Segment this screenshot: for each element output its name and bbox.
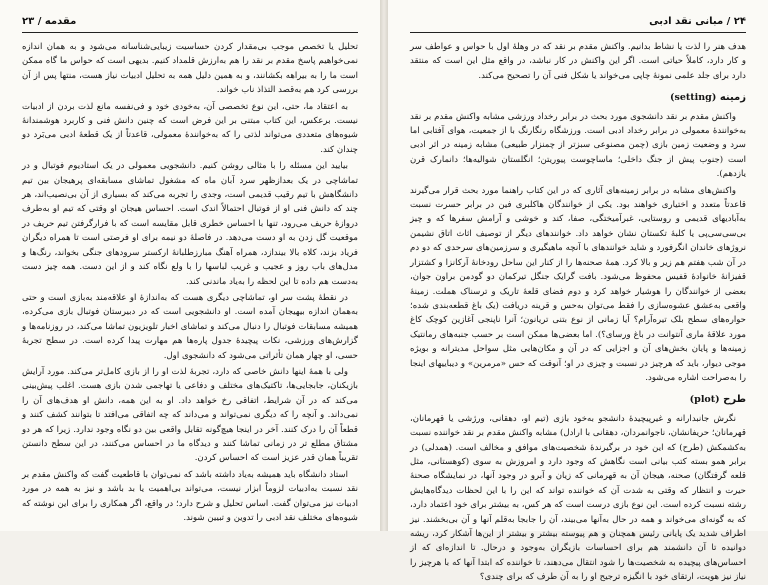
left-paragraph-1: تحلیل یا تخصص موجب بی‌مقدار کردن حساسیت زیبایی‌شناسانه می‌شود و به همان اندازه نمی‌خواهیم پاسخ مقدم بر نقد را هم به‌ارزش قلمداد کنیم. بدیهی است که حواس ما گاه ممکن است ما را به بیراهه بکشانند، و به همین دلیل همه به تحلیل ادبیات نیاز هست، منتها پس از آن بررسی کرد هم به‌قصد التذاذ ناب خواند. bbox=[22, 42, 358, 96]
left-running-head bbox=[22, 10, 358, 33]
plot-heading-text: طرح bbox=[723, 394, 746, 406]
left-page-body bbox=[22, 40, 358, 523]
setting-heading bbox=[410, 91, 746, 105]
left-paragraph-3: بیایید این مسئله را با مثالی روشن کنیم. دانشجویی معمولی در یک استادیوم فوتبال و در تماشاچی در یک بعدازظهر سرد آبان ماه که مشغول تماشای مسابقه‌ای پرهیجان بین تیم دانشگاهش با تیم رقیب قدیمی است، وجدی را تجربه می‌کند که بسیاری از آن بی‌نصیب‌اند، هر چند که دانش فنی او از فوتبال احتمالاً اندک است. احساس هیجان او وقتی که تیم او به‌طرف دروازهٔ حریف می‌رود، تنها با احساس خطری قابل مقایسه است که با فرارگرفتن تیم حریف در موقعیت گل زدن به او دست می‌دهد. در فاصلهٔ دو نیمه برای او فرصتی است تا همراه دیگران فریاد بزند، کلاه بالا بیندازد، همراه آهنگ مبارزطلبانهٔ ارکستر سرودهای جنگی بخواند، رنگ‌ها و مدل‌های باب روز و عجیب و غریب لباسها را با ولع نگاه کند و از این دست. همه چیز دست به‌دست هم داده تا این لحظه را به‌یاد ماندنی کند. bbox=[22, 161, 358, 287]
left-paragraph-5: ولی با همهٔ اینها دانش خاصی که دارد، تجربهٔ لذت او را از بازی کامل‌تر می‌کند. مورد آرایش بازیکنان، جابجایی‌ها، تاکتیک‌های مختلف و دفاعی یا تهاجمی شدن بازی هست. اغلب پیش‌بینی می‌کند که در آن شرایط، اتفاقی رخ خواهد داد. او به این همه، دانش او هدف‌های آن را نمی‌داند. و آنچه را که دیگری نمی‌تواند و می‌داند که چه اتفاقی می‌افتد تا بتوانند کشف کنند و قطعاً آن را درک کنند. آخر در اینجا هیچ‌گونه تقابل واقعی بین دو نگاه وجود ندارد. زیرا که هر دو مشتاق مطلع تر در زمانی تماشا کنند و دیدگاه ما در احساس می‌کنند، در این سطح دانستن تقریباً همان قدر عزیز است که احساس کردن. bbox=[22, 366, 358, 464]
right-intro-paragraph: هدف هنر را لذت یا نشاط بدانیم. واکنش مقدم بر نقد که در وهلهٔ اول با حواس و عواطف سر و کار دارد، کاملاً حیاتی است. اگر این واکنش در کار نباشد، در واقع مثل این است که منتقد دارد برای جلد علمی نمونهٔ چاپی می‌خواند یا شکل فنی آن را تصحیح می‌کند. bbox=[410, 42, 746, 81]
setting-paragraph-1: واکنش مقدم بر نقد دانشجوی مورد بحث در برابر رخداد ورزشی مشابه واکنش مقدم بر نقد به‌خوانندهٔ معمولی در برابر رخداد ادبی است. ورزشگاه رنگارنگ با از جمعیت، هوای آفتابی اما سرد و وضعیت زمین بازی (چمن مصنوعی سبزتر از چمنزار طبیعی) مشابه زمینه در اثر ادبی است (جنوب پیش از جنگ داخلی؛ ماساچوست پیوریتن؛ انگلستان شوالیه‌ها؛ دانمارک قرن یازدهم). bbox=[410, 111, 746, 180]
right-page-body bbox=[410, 40, 746, 583]
left-page bbox=[0, 0, 380, 531]
setting-paragraph-2: واکنش‌های مشابه در برابر زمینه‌های آثاری که در این کتاب راهنما مورد بحث قرار می‌گیرند قاعدتاً متعدد و اختیاری خواهند بود. یکی از خوانندگان هاکلبری فین در برابر حسرت نسبت به‌آبادیهای قدیمی و روستایی، غبرآمیختگی، صفا، کند و خوشی و آرامش سفرها که و چیز بی‌سی‌سی‌پی یا کلبهٔ تکستان نشان خواهد داد. خوانندهای دیگر از توصیف اثاث اتاق نشیمن نروژ‌های خاندان انگرفورد و شاید خوانندهای با آنچه ماهیگیری و سرزمین‌های سرحدی که دو دم در آن شب هفتم هم زیر و بالا کرد. همهٔ صحنه‌ها را از کنار این ساحل رودخانهٔ آرکانزا و کشتزار قفیزانهٔ خانوادهٔ قفیس محفوظ می‌شود. بافت گرایک جنگل تیرکمان دو گودمن براون جوان، بعضی از خوانندگان را هوشیار خواهد کرد و دوم فضای قلعهٔ تاریک و ترسناک هملت. زمینهٔ واقعی به‌عشق عشوه‌سازی را فقط می‌توان به‌حس و قرینه دریافت (یک باغ قطعه‌بندی شده؛ حواره‌های سطح بلک تیره‌آرام؟ آیا زمانی از نوع بتنی تریانون؛ آنرا ناپنجی آغازین کوچک کاغ مورد علاقهٔ ماری آنتوانت در باغ ورسای؟). اما بعضی‌ها ممکن است بر حسب جنبه‌های رمانتیک زمینه‌ها و پایان بخش‌های آن و اجزایی که در آن و مکان‌هایی مثل سواحل مدیترانه و بویژه موجی دیوار، باید که هرچیز در نسبت و چیزی در او؛ آنوقت که حس «مرمرین» و دیباییهای اینجا را به‌صراحت اشاره می‌شود. bbox=[410, 185, 746, 383]
plot-heading bbox=[410, 393, 746, 407]
left-paragraph-6: استاد دانشگاه باید همیشه به‌یاد داشته باشد که نمی‌توان با قاطعیت گفت که واکنش مقدم بر نقد نسبت به‌ادبیات لزوماً ابزار نیست، می‌تواند بی‌اهمیت یا بد باشد و نیز به همه در مورد ادبیات نیز می‌توان گفت. اساس تحلیل و شرح دارد؛ در واقع، اگر همکاری را برای این نوشته که شیوه‌های مختلف نقد ادبی را تدوین و تبیین شوند. bbox=[22, 469, 358, 523]
plot-heading-latin: (plot) bbox=[689, 394, 720, 406]
setting-heading-text: زمینه bbox=[719, 92, 746, 104]
right-running-head bbox=[410, 10, 746, 33]
book-gutter bbox=[380, 0, 388, 531]
plot-paragraph-1: نگرش جانبدارانه و غیرپیچیدهٔ دانشجو به‌خود بازی (تیم او، دهقانی، ورژشی یا قهرمانان، قهرمانان؛ حریفانشان، ناجوانمردان، دهقانی با ارادل) مشابه واکنش مقدم بر نقد خواننده نسبت به‌کشمکش (طرح) که این خود در برگیرندهٔ شخصیت‌های موافق و مخالف است. (همدلی) در برابر همو بسته کتب بیانی است نگاهش که وجود دارد و امروزش به سوی (کوهستانی، مثل قلعه گرفتگان) صحنه، هیجان آن به قهرمانی که زیان و آبرو در وجود آنها، در نمایشگاه صحنهٔ حیرت و انتظار که وقتی به شدت آن که خواننده تواند که این را با این لحظات دیدگاه‌هایش رشته نسبت کرده است. این نوع بازی درست است که هر کس، به بیشتر برای خود اعتماد دارد، که به گونه‌ای می‌خواند و همه در حال به‌آنها می‌بیند، آن را جابجا به‌قلم آنها و آن بی‌بخشند. نیز اطراف شدید یک پایانی رئیس همچنان و هم پیوسته بیشتر و بیشتر از این‌ها آشکار کرد، ریشه دوانیده تا آن دانشمند هم برای احساسات بازیگران به‌وجود و درحال. تا اندازه‌ای که از احساس‌های پیچیده به شخصیت‌ها را شود انتقال می‌دهند، تا خواننده که ابتدا آنها که با هرچیز را نیاز نیز هویت، ارتقای خود با انگیزه ترجیح او را به آن طرف که برای چندی؟ bbox=[410, 413, 746, 583]
left-paragraph-2: به اعتقاد ما، حتی، این نوع تخصصی آن، به‌خودی خود و فی‌نفسه مانع لذت بردن از ادبیات نیست. برعکس، این کتاب مبتنی بر این فرض است که چنین دانش فنی و کاربرد هوشمندانهٔ شیوه‌های متعددی می‌تواند لذتی را که به‌خوانندهٔ معمولی، قاعدتاً از یک قطعهٔ ادبی می‌بَرد دو چندان کند. bbox=[22, 101, 358, 155]
right-page-header-text: ۲۴ / مبانی نقد ادبی bbox=[649, 16, 746, 27]
left-page-header-text: مقدمه / ۲۳ bbox=[22, 16, 77, 27]
right-page bbox=[388, 0, 768, 583]
left-paragraph-4: در نقطهٔ پشت سر او، تماشاچی دیگری هست که به‌اندازهٔ او علاقه‌مند به‌بازی است و حتی به‌همان اندازه بیهیجان آمده است. او دانشجویی است که در دبیرستان فوتبال بازی می‌کرده، همیشه مسابقات فوتبال را دنبال می‌کند و تماشای اخبار تلویزیون تماشا می‌کند، در روزنامه‌ها و گزارش‌های ورزشی، نکات پیچیدهٔ جدول پاره‌ها هم مهارت پیدا کرده است. در سطح تجربهٔ حسی، او چهار همان تأثراتی می‌شود که دانشجوی اول. bbox=[22, 292, 358, 361]
setting-heading-latin: (setting) bbox=[670, 92, 717, 104]
